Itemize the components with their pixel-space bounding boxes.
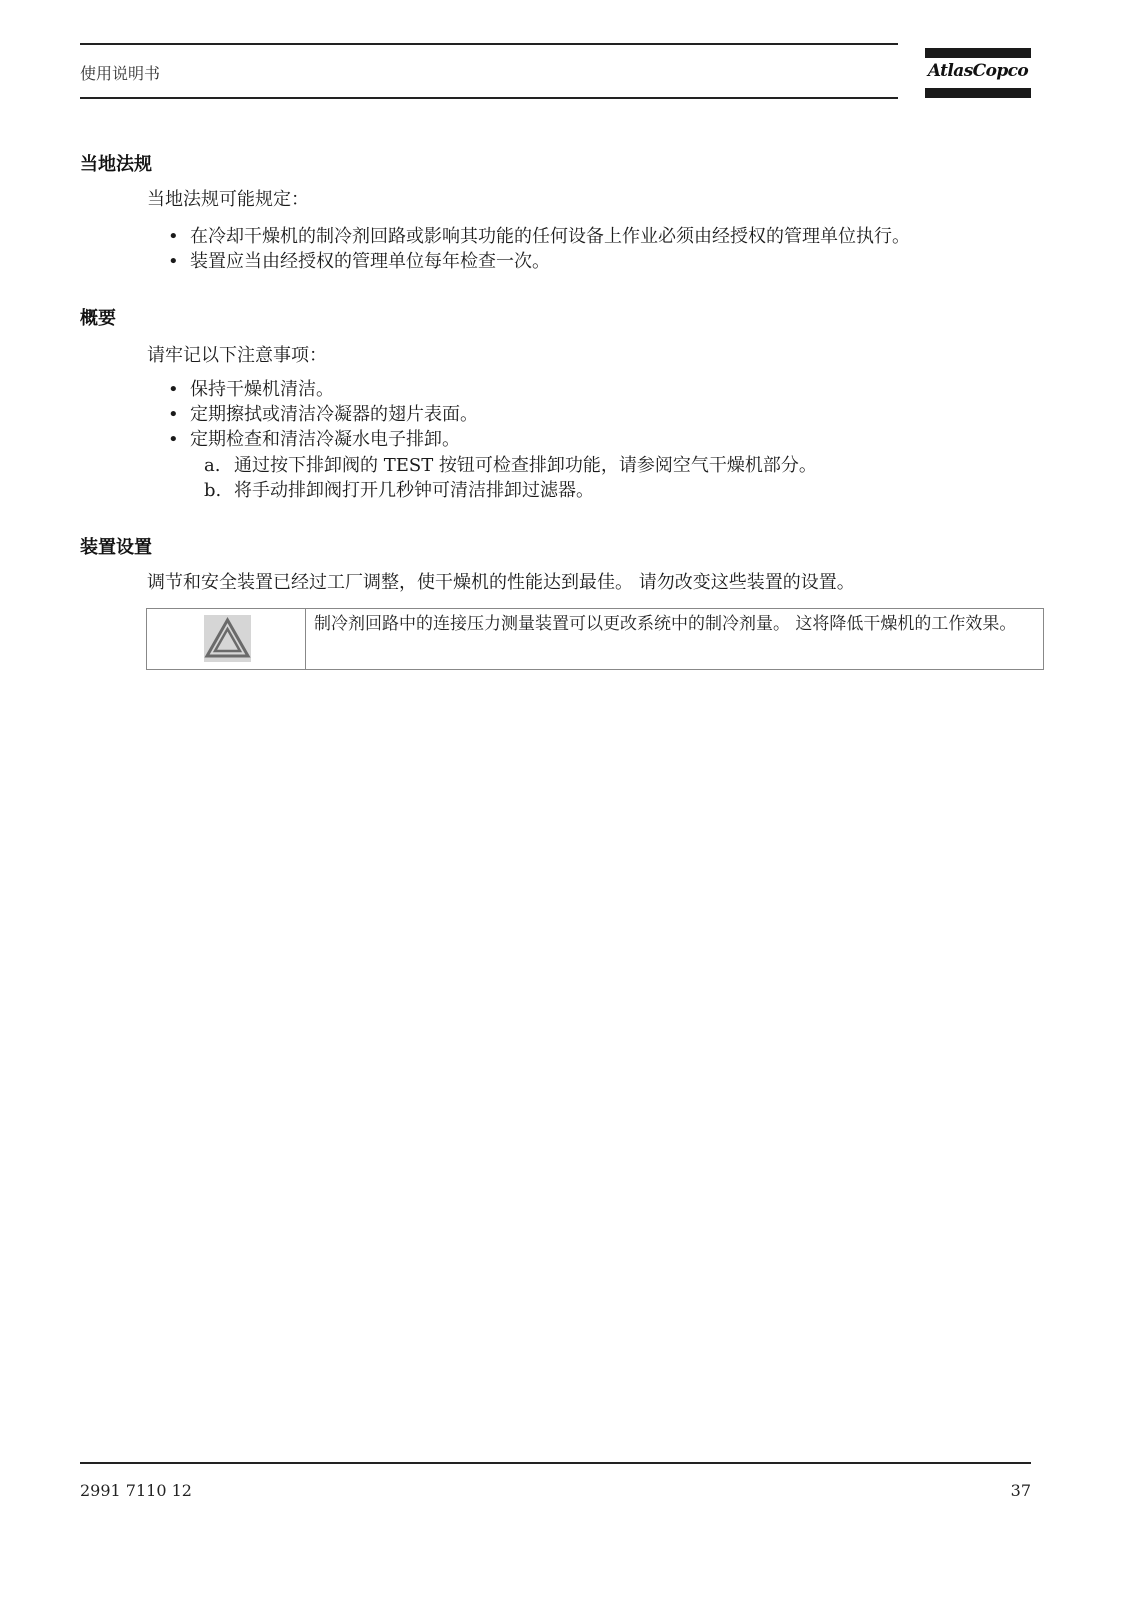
footer-rule (80, 1462, 1031, 1464)
warning-divider (305, 609, 306, 669)
warning-box (146, 608, 1044, 670)
header-top-rule (80, 43, 898, 45)
sub-step-b: b. 将手动排卸阀打开几秒钟可清洁排卸过滤器。 (204, 480, 594, 501)
bullet-icon: • (168, 226, 179, 247)
section-paragraph: 调节和安全装置已经过工厂调整，使干燥机的性能达到最佳。 请勿改变这些装置的设置。 (147, 572, 855, 593)
bullet-icon: • (168, 429, 179, 450)
list-item: • 在冷却干燥机的制冷剂回路或影响其功能的任何设备上作业必须由经授权的管理单位执行。 (168, 226, 910, 247)
sub-step-a: a. 通过按下排卸阀的 TEST 按钮可检查排卸功能，请参阅空气干燥机部分。 (204, 455, 817, 476)
bullet-icon: • (168, 404, 179, 425)
logo-bar-top (925, 48, 1031, 58)
document-number: 2991 7110 12 (80, 1481, 192, 1500)
section-intro: 当地法规可能规定： (147, 189, 309, 210)
logo-text: AtlasCopco (927, 61, 1029, 81)
header-bottom-rule (80, 97, 898, 99)
list-item: • 保持干燥机清洁。 (168, 379, 334, 400)
logo-bar-bottom (925, 88, 1031, 98)
section-heading-overview: 概要 (80, 308, 116, 329)
warning-triangle-icon (204, 615, 251, 662)
bullet-icon: • (168, 379, 179, 400)
atlas-copco-logo (925, 48, 1031, 100)
page-number: 37 (1010, 1481, 1031, 1500)
section-heading-local-regulations: 当地法规 (80, 154, 152, 175)
section-heading-device-settings: 装置设置 (80, 537, 152, 558)
list-item: • 定期检查和清洁冷凝水电子排卸。 (168, 429, 460, 450)
manual-title: 使用说明书 (80, 64, 161, 83)
list-item: • 定期擦拭或清洁冷凝器的翅片表面。 (168, 404, 478, 425)
warning-text: 制冷剂回路中的连接压力测量装置可以更改系统中的制冷剂量。 这将降低干燥机的工作效果。 (314, 614, 1017, 634)
bullet-icon: • (168, 251, 179, 272)
list-item: • 装置应当由经授权的管理单位每年检查一次。 (168, 251, 550, 272)
section-intro: 请牢记以下注意事项： (147, 345, 327, 366)
